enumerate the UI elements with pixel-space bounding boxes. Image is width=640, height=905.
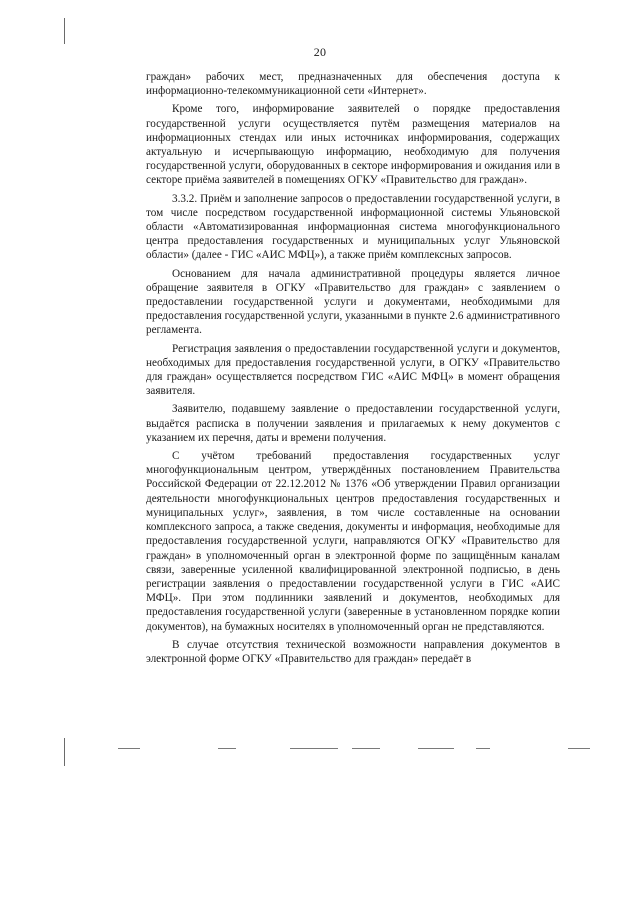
- paragraph-final: В случае отсутствия технической возможности направления документов в электронной форме ОГКУ «Правительство для граждан» передаёт в: [146, 638, 560, 665]
- page-number: 20: [313, 45, 327, 59]
- paragraph: С учётом требований предоставления государственных услуг многофункциональным центром, утверждённых постановлением Правительства Российской Федерации от 22.12.2012 № 1376 «Об утверждении Правил организации деятельности многофункциональных центров предоставления государственных и муниципальных услуг», заявления, в том числе составленные на основании комплексного запроса, а также сведения, документы и информация, необходимые для предоставления государственной услуги, направляются ОГКУ «Правительство для граждан» в уполномоченный орган в электронной форме по защищённым каналам связи, заверенные усиленной квалифицированной электронной подписью, в день регистрации заявления о предоставлении государственной услуги в ГИС «АИС МФЦ». При этом подлинники заявлений и документов, необходимых для предоставления государственной услуги (заверенные в установленном порядке копии документов), на бумажных носителях в уполномоченный орган не представляются.: [146, 450, 560, 633]
- scan-edge-mark: [64, 738, 65, 766]
- paragraph-section-3-3-2: 3.3.2. Приём и заполнение запросов о предоставлении государственной услуги, в том числе посредством государственной информационной системы Ульяновской области «Автоматизированная информационная система многофункционального центра предоставления государственных и муниципальных услуг Ульяновской области» (далее - ГИС «АИС МФЦ»), а также приём комплексных запросов.: [146, 192, 560, 262]
- scan-dash-mark: [290, 748, 338, 749]
- scan-dash-mark: [476, 748, 490, 749]
- scan-dash-mark: [118, 748, 140, 749]
- scan-dash-mark: [218, 748, 236, 749]
- scan-dash-mark: [352, 748, 380, 749]
- scan-dash-mark: [568, 748, 590, 749]
- paragraph: Кроме того, информирование заявителей о порядке предоставления государственной услуги осуществляется путём размещения материалов на информационных стендах или иных источниках информирования, содержащих актуальную и исчерпывающую информацию, необходимую для получения государственной услуги, оборудованных в секторе информирования и ожидания или в секторе приёма заявителей в помещениях ОГКУ «Правительство для граждан».: [146, 103, 560, 187]
- document-body: [146, 70, 560, 670]
- paragraph: Основанием для начала административной процедуры является личное обращение заявителя в ОГКУ «Правительство для граждан» с заявлением о предоставлении государственной услуги и документами, необходимыми для предоставления государственной услуги, указанными в пункте 2.6 административного регламента.: [146, 267, 560, 337]
- paragraph: Заявителю, подавшему заявление о предоставлении государственной услуги, выдаётся расписка в получении заявления и прилагаемых к нему документов с указанием их перечня, даты и времени получения.: [146, 403, 560, 444]
- paragraph: Регистрация заявления о предоставлении государственной услуги и документов, необходимых для предоставления государственной услуги, в ОГКУ «Правительство для граждан» осуществляется посредством ГИС «АИС МФЦ» в момент обращения заявителя.: [146, 342, 560, 398]
- paragraph-continued: граждан» рабочих мест, предназначенных для обеспечения доступа к информационно-телекоммуникационной сети «Интернет».: [146, 71, 560, 98]
- scan-dash-mark: [418, 748, 454, 749]
- scan-edge-mark: [64, 18, 65, 44]
